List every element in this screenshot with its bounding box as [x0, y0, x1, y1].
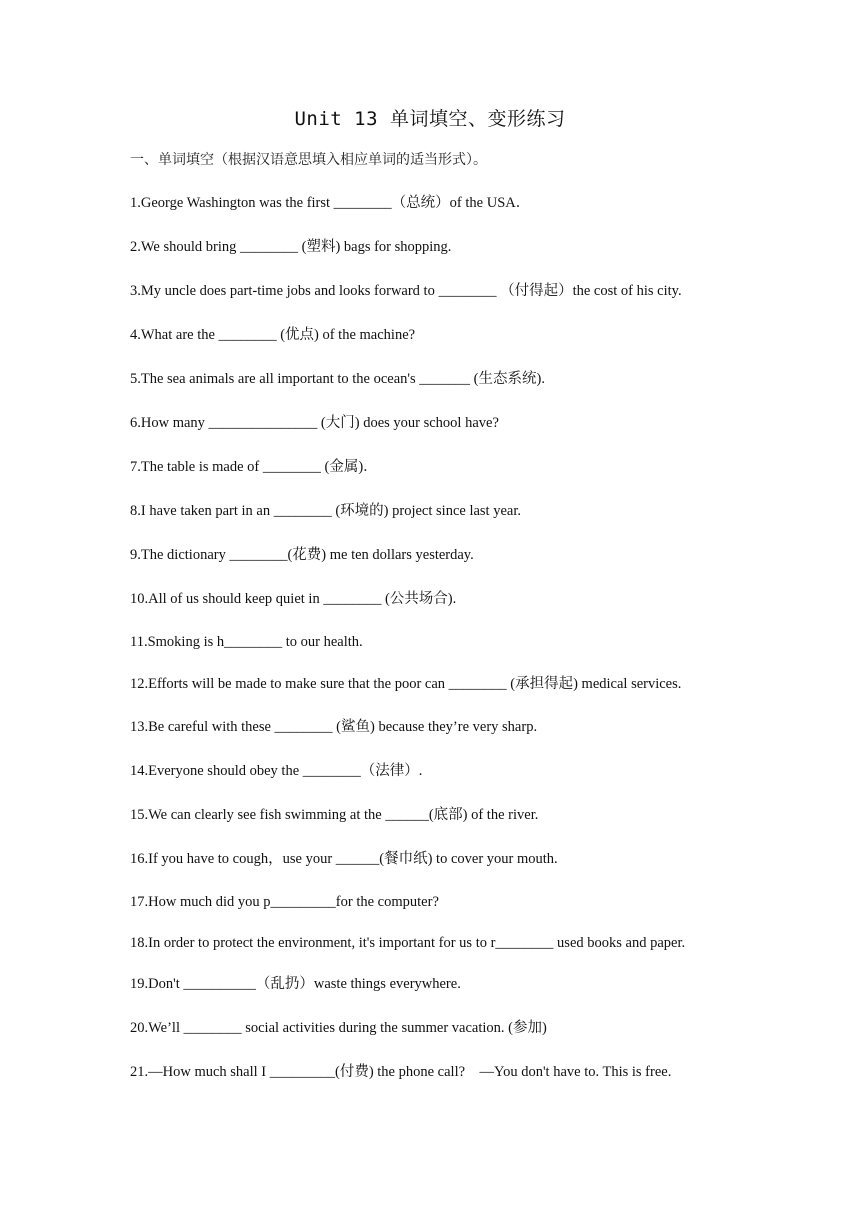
- section-heading: 一、单词填空（根据汉语意思填入相应单词的适当形式）。: [130, 152, 487, 168]
- question-12: 12.Efforts will be made to make sure that the poor can ________ (承担得起) medical services.: [130, 676, 682, 692]
- question-3: 3.My uncle does part-time jobs and looks forward to ________ （付得起）the cost of his city.: [130, 283, 682, 299]
- page-title: Unit 13 单词填空、变形练习: [294, 108, 566, 130]
- question-18: 18.In order to protect the environment, it's important for us to r________ used books and paper.: [130, 935, 686, 951]
- question-10: 10.All of us should keep quiet in ________ (公共场合).: [130, 591, 457, 607]
- question-5: 5.The sea animals are all important to the ocean's _______ (生态系统).: [130, 371, 545, 387]
- question-21: 21.—How much shall I _________(付费) the phone call? —You don't have to. This is free.: [130, 1064, 672, 1080]
- question-6: 6.How many _______________ (大门) does your school have?: [130, 415, 499, 431]
- question-7: 7.The table is made of ________ (金属)．: [130, 459, 378, 475]
- question-11: 11.Smoking is h________ to our health.: [130, 634, 363, 650]
- question-14: 14.Everyone should obey the ________（法律）.: [130, 763, 423, 779]
- question-13: 13.Be careful with these ________ (鲨鱼) because they’re very sharp.: [130, 719, 538, 735]
- question-19: 19.Don't __________（乱扔）waste things everywhere.: [130, 976, 461, 992]
- question-2: 2.We should bring ________ (塑料) bags for shopping.: [130, 239, 452, 255]
- question-9: 9.The dictionary ________(花费) me ten dollars yesterday.: [130, 547, 474, 563]
- question-20: 20.We’ll ________ social activities during the summer vacation. (参加): [130, 1020, 547, 1036]
- question-15: 15.We can clearly see fish swimming at the ______(底部) of the river.: [130, 807, 539, 823]
- question-17: 17.How much did you p_________for the computer?: [130, 894, 439, 910]
- question-4: 4.What are the ________ (优点) of the machine?: [130, 327, 416, 343]
- question-1: 1.George Washington was the first ________（总统）of the USA．: [130, 195, 531, 211]
- question-8: 8.I have taken part in an ________ (环境的) project since last year.: [130, 503, 521, 519]
- question-16: 16.If you have to cough，use your ______(餐巾纸) to cover your mouth.: [130, 851, 558, 867]
